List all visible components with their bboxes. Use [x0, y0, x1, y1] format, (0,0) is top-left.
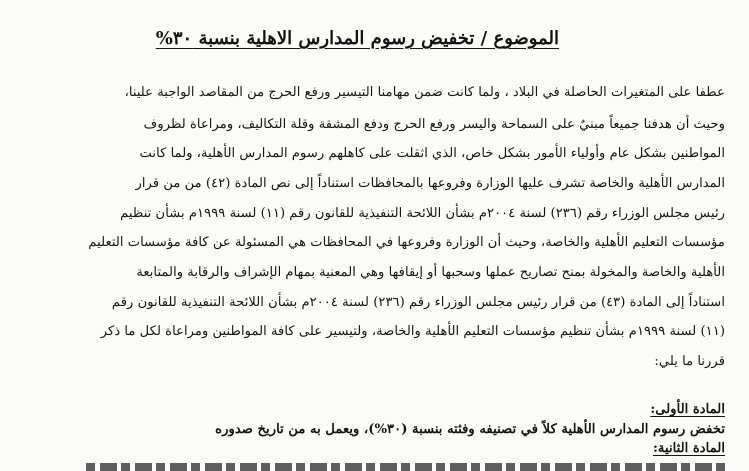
- body-line: مؤسسات التعليم الأهلية والخاصة، وحيث أن الوزارة وفروعها في المحافظات هي المسئولة عن كافة مؤسسات التعليم: [88, 235, 725, 250]
- body-line: قررنا ما يلي:: [654, 354, 725, 369]
- document-subject: الموضوع / تخفيض رسوم المدارس الاهلية بنسبة ٣٠%: [155, 28, 559, 49]
- body-line: المواطنين بشكل عام وأولياء الأمور بشكل خاص، الذي اثقلت على كاهلهم رسوم المدارس الأهلية، ولما كانت: [139, 146, 725, 161]
- body-line: عطفا على المتغيرات الحاصلة في البلاد ، ولما كانت ضمن مهامنا التيسير ورفع الحرج من المقاصد الواجبة علينا،: [124, 85, 725, 100]
- article-1-title: المادة الأولى:: [650, 402, 725, 417]
- body-line: وحيث أن هدفنا جميعاً مبنيٌ على السماحة واليسر ورفع الحرج ودفع المشقة وقلة التكاليف، ومراعاة لظروف: [143, 117, 725, 132]
- body-line: استناداً إلى المادة (٤٣) من قرار رئيس مجلس الوزراء رقم (٢٣٦) لسنة ٢٠٠٤م بشأن اللائحة التنفيذية للقانون رقم: [111, 295, 725, 310]
- body-line: رئيس مجلس الوزراء رقم (٢٣٦) لسنة ٢٠٠٤م بشأن اللائحة التنفيذية للقانون رقم (١١) لسنة ١٩٩٩م بشأن تنظيم: [120, 206, 725, 221]
- article-1-text: تخفض رسوم المدارس الأهلية كلاً في تصنيفه وفئته بنسبة (٣٠%)، ويعمل به من تاريخ صدوره: [215, 422, 725, 437]
- body-line: المدارس الأهلية والخاصة تشرف عليها الوزارة وفروعها بالمحافظات استناداً إلى نص المادة (٤٢) من من قرار: [135, 176, 725, 191]
- body-line: الأهلية والخاصة والمخولة بمنح تصاريح عملها وسحبها أو إيقافها وهي المعنية بمهام الإشراف والرقابة والمتابعة: [136, 265, 725, 280]
- article-2-title: المادة الثانية:: [653, 441, 725, 456]
- body-line: (١١) لسنة ١٩٩٩م بشأن تنظيم مؤسسات التعليم الأهلية والخاصة، ولتيسير على كافة المواطنين ومراعاة لكل ما ذكر: [100, 324, 725, 339]
